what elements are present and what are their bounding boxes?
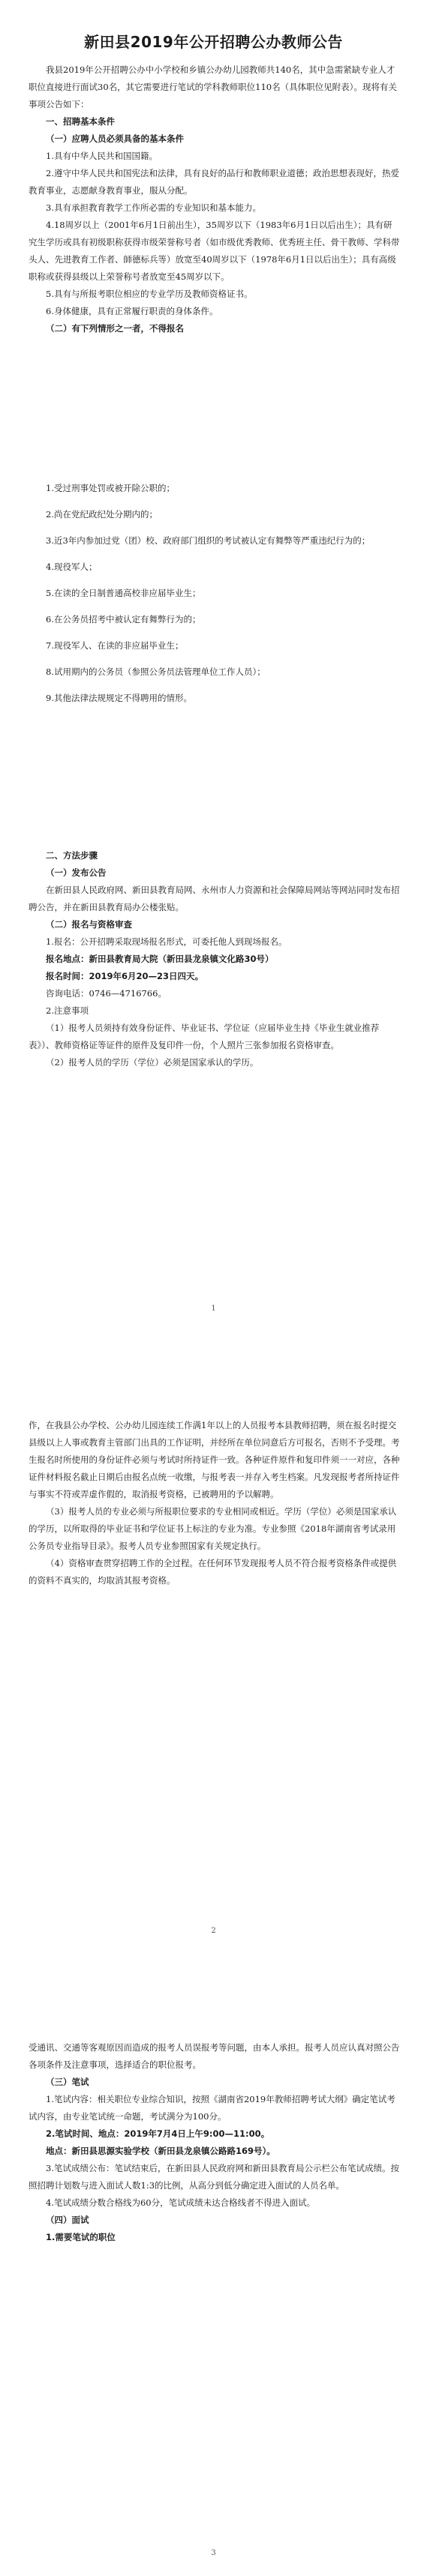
page-number: 3 [211,2549,216,2557]
neg-item: 8.试用期内的公务员（参照公务员法管理单位工作人员）； [46,666,266,677]
interview-item: 1.需要笔试的职位 [46,2232,116,2242]
written-results: 3.笔试成绩公布：笔试结束后，在新田县人民政府网和新田县教育局公示栏公布笔试成绩。按照招聘计划数与进入面试人数1:3的比例，从高分到低分确定进入面试的人员名单。 [29,2163,399,2191]
neg-item: 2.尚在党纪政纪处分期内的； [46,509,158,520]
neg-item: 6.在公务员招考中被认定有舞弊行为的； [46,614,201,625]
neg-item: 5.在读的全日制普通高校非应届毕业生； [46,588,201,598]
subheading-interview: （四）面试 [46,2215,89,2225]
registration-time: 报名时间：2019年6月20—23日四天。 [46,971,204,981]
condition-item: 1.具有中华人民共和国国籍。 [46,151,158,161]
subheading-disqualifications: （二）有下列情形之一者，不得报名 [46,323,184,334]
section-notes-continued [29,1417,400,1589]
condition-item: 4.18周岁以上（2001年6月1日前出生），35周岁以下（1983年6月1日以后出生）；具有研究生学历或具有初级职称获得市级荣誉称号者（如市级优秀教师、优秀班主任、骨干教师、学科带头人、先进教育工作者、師德标兵等）放宽至40周岁以下（1978年6月1日以后出生）；具有高级职称或获得县级以上荣誉称号者放宽至45周岁以下。 [29,220,400,282]
page-number: 2 [211,1927,216,1935]
note-item: （2）报考人员的学历（学位）必须是国家承认的学历。 [46,1057,259,1068]
written-passline: 4.笔试成绩分数合格线为60分，笔试成绩未达合格线者不得进入面试。 [46,2197,316,2208]
notes-continued-paragraph: 作，在我县公办学校、公办幼儿园连续工作满1年以上的人员报考本县教师招聘，须在报名时提交县级以上人事或教育主管部门出具的工作证明，并经所在单位同意后方可报名，否则不予受理。考生报名时所使用的身份证件必须与考试时所持证件一致。各种证件原件和复印件须一一对应，各种证件材料报名截止日期后由报名点统一收缴，与报考表一并存入考生档案。凡发现报考者所持证件与事实不符或弄虚作假的，取消报考资格，已被聘用的予以解聘。 [29,1420,400,1499]
section-heading-1: 一、招聘基本条件 [46,116,115,127]
condition-item: 6.身体健康，具有正常履行职责的身体条件。 [46,306,218,316]
note-item: （1）报考人员须持有效身份证件、毕业证书、学位证（应届毕业生持《毕业生就业推荐表》）、教师资格证等证件的原件及复印件一份，个人照片三张参加报名资格审查。 [29,1023,380,1050]
document-title: 新田县2019年公开招聘公办教师公告 [84,33,343,51]
written-time: 2.笔试时间、地点：2019年7月4日上午9:00—11:00。 [46,2128,270,2139]
section-written-exam [29,2039,400,2246]
condition-item: 5.具有与所报考职位相应的专业学历及教师资格证书。 [46,289,253,299]
subheading-basic-conditions: （一）应聘人员必须具备的基本条件 [46,133,184,144]
section-heading-2: 二、方法步骤 [46,850,98,861]
intro-paragraph: 我县2019年公开招聘公办中小学校和乡镇公办幼儿园教师共140名，其中急需紧缺专业人才职位直接进行面试30名，其它需要进行笔试的学科教师职位110名（具体职位见附表）。现将有关事项公告如下： [29,64,397,109]
publish-paragraph: 在新田县人民政府网、新田县教育局网、永州市人力资源和社会保障局网站等网站同时发布招聘公告，并在新田县教育局办公楼张贴。 [29,885,400,912]
notes-major-paragraph: （3）报考人员的专业必须与所报职位要求的专业相同或相近。学历（学位）必须是国家承认的学历，以所取得的毕业证书和学位证书上标注的专业为准。专业参照《2018年湖南省考试录用公务员专业指导目录》。报考人员专业参照国家有关规定执行。 [29,1506,397,1551]
neg-item: 4.现役军人； [46,562,98,572]
registration-phone: 咨询电话：0746—4716766。 [46,988,167,999]
neg-item: 7.现役军人、在读的非应届毕业生； [46,640,184,651]
page-number: 1 [211,1304,216,1313]
section-methods [29,847,400,1071]
subheading-written-exam: （三）笔试 [46,2077,89,2087]
condition-item: 2.遵守中华人民共和国宪法和法律，具有良好的品行和教师职业道德；政治思想表现好，热爱教育事业，志愿献身教育事业，服从分配。 [29,168,399,196]
condition-item: 3.具有承担教育教学工作所必需的专业知识和基本能力。 [46,202,261,213]
neg-item: 1.受过刑事处罚或被开除公职的； [46,483,175,493]
registration-paragraph: 1.报名：公开招聘采取现场报名形式，可委托他人到现场报名。 [46,936,287,947]
notes-review-paragraph: （4）资格审查贯穿招聘工作的全过程。在任何环节发现报考人员不符合报考资格条件或提供的资料不真实的，均取消其报考资格。 [29,1558,397,1586]
subheading-registration: （二）报名与资格审查 [46,919,132,930]
subheading-publish: （一）发布公告 [46,867,107,878]
section-intro [29,61,400,337]
written-place: 地点：新田县思源实验学校（新田县龙泉镇公路路169号）。 [46,2146,275,2156]
registration-place: 报名地点：新田县教育局大院（新田县龙泉镇文化路30号） [46,954,274,964]
section-disqualifications [29,480,400,707]
notes-end-paragraph: 受通讯、交通等客观原因而造成的报考人员误报考等问题，由本人承担。报考人员应认真对照公告各项条件及注意事项，选择适合的职位报考。 [29,2042,400,2070]
neg-item: 3.近3年内参加过党（团）校、政府部门组织的考试被认定有舞弊等严重违纪行为的； [46,535,371,546]
notes-title: 2.注意事项 [46,1005,89,1016]
neg-item: 9.其他法律法规规定不得聘用的情形。 [46,693,192,703]
written-content: 1.笔试内容：相关职位专业综合知识，按照《湖南省2019年教师招聘考试大纲》确定笔试考试内容，由专业笔试统一命题，考试满分为100分。 [29,2094,395,2122]
